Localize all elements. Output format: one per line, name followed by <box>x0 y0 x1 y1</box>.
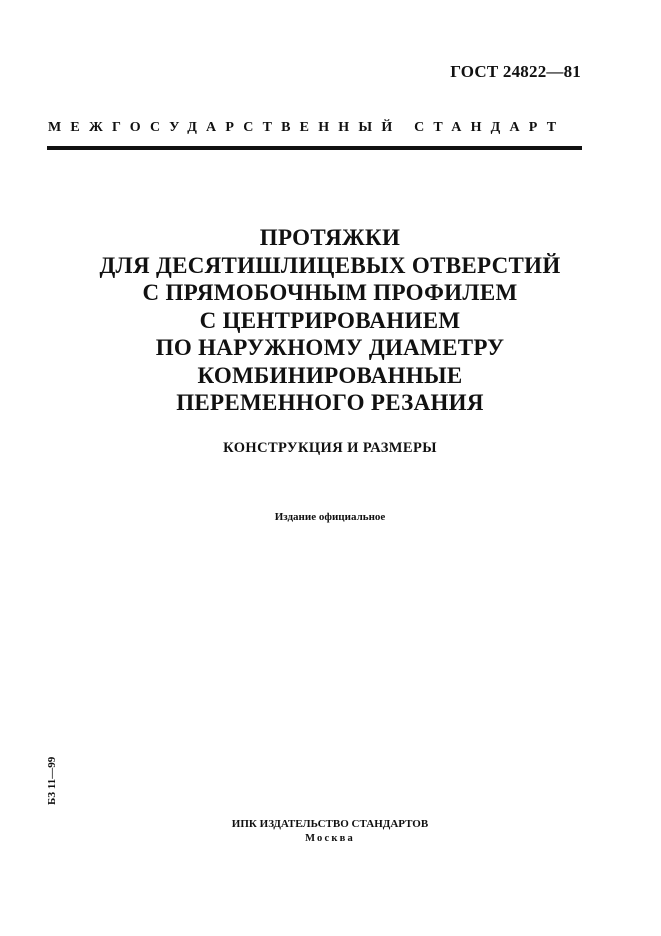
title-line: ПЕРЕМЕННОГО РЕЗАНИЯ <box>176 390 484 415</box>
header-rule <box>47 146 582 150</box>
standard-code: ГОСТ 24822—81 <box>450 62 581 81</box>
title-line: ПРОТЯЖКИ <box>259 225 401 250</box>
document-title <box>40 224 620 417</box>
edition-note: Издание официальное <box>274 511 386 523</box>
title-line: ПО НАРУЖНОМУ ДИАМЕТРУ <box>155 335 505 360</box>
side-mark: БЗ 11—99 <box>46 756 58 805</box>
title-line: С ЦЕНТРИРОВАНИЕМ <box>199 307 461 333</box>
document-subtitle: КОНСТРУКЦИЯ И РАЗМЕРЫ <box>223 440 437 456</box>
title-line: С ПРЯМОБОЧНЫМ ПРОФИЛЕМ <box>142 280 518 305</box>
interstate-standard-label: МЕЖГОСУДАРСТВЕННЫЙ СТАНДАРТ <box>48 120 566 135</box>
title-line: КОМБИНИРОВАННЫЕ <box>197 362 463 388</box>
publisher-city: Москва <box>305 833 355 844</box>
title-line: ДЛЯ ДЕСЯТИШЛИЦЕВЫХ ОТВЕРСТИЙ <box>99 252 561 278</box>
publisher-name: ИПК ИЗДАТЕЛЬСТВО СТАНДАРТОВ <box>231 818 429 830</box>
